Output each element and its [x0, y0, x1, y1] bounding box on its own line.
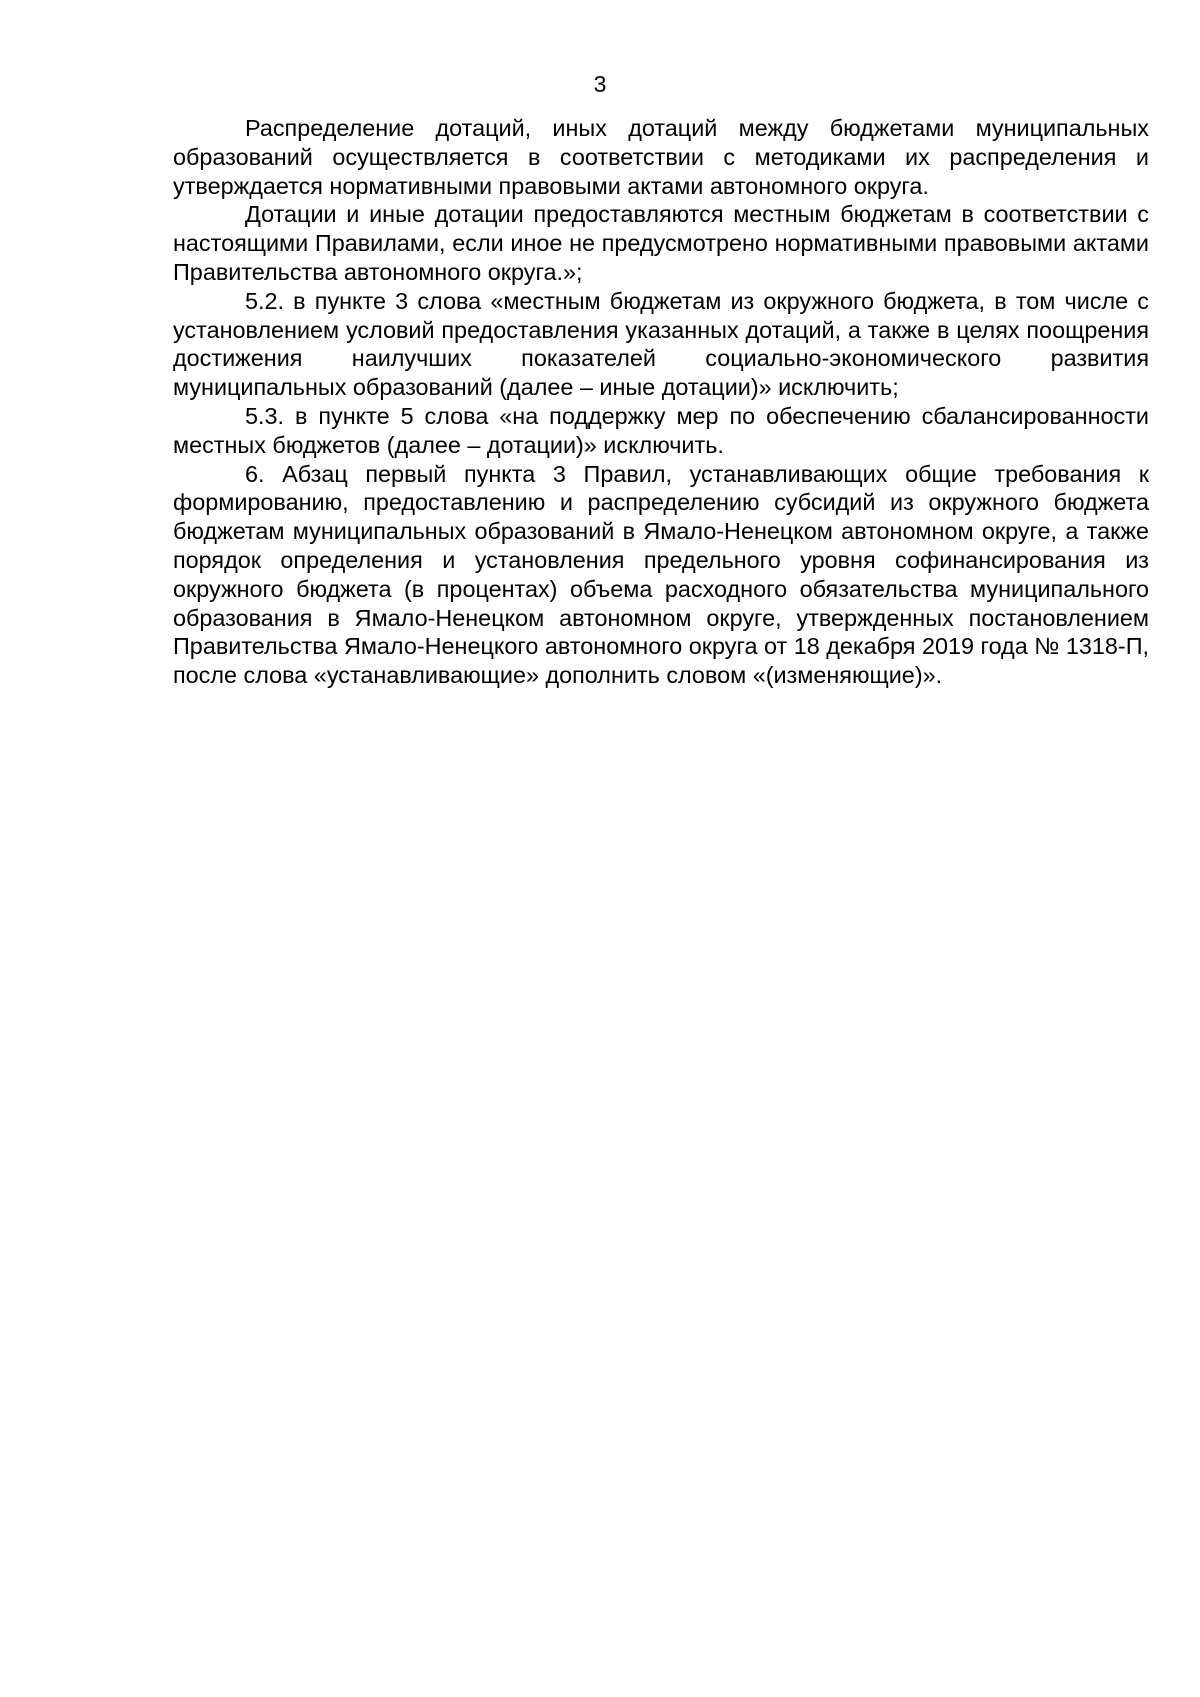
- paragraph-subsidy-provision: Дотации и иные дотации предоставляются местным бюджетам в соответствии с настоящими Правилами, если иное не предусмотрено нормативными правовыми актами Правительства автономного округа.»;: [173, 201, 1149, 285]
- page-number: 3: [593, 71, 607, 97]
- paragraph-subsidy-distribution: Распределение дотаций, иных дотаций между бюджетами муниципальных образований осуществляется в соответствии с методиками их распределения и утверждается нормативными правовыми актами автономного округа.: [173, 115, 1149, 199]
- document-body: [173, 114, 1149, 690]
- paragraph-item-5-3: 5.3. в пункте 5 слова «на поддержку мер по обеспечению сбалансированности местных бюджетов (далее – дотации)» исключить.: [173, 402, 1149, 458]
- paragraph-item-5-2: 5.2. в пункте 3 слова «местным бюджетам из окружного бюджета, в том числе с установлением условий предоставления указанных дотаций, а также в целях поощрения достижения наилучших показателей социально-экономического развития муниципальных образований (далее – иные дотации)» исключить;: [173, 287, 1149, 401]
- paragraph-item-6: 6. Абзац первый пункта 3 Правил, устанавливающих общие требования к формированию, предоставлению и распределению субсидий из окружного бюджета бюджетам муниципальных образований в Ямало-Ненецком автономном округе, а также порядок определения и установления предельного уровня софинансирования из окружного бюджета (в процентах) объема расходного обязательства муниципального образования в Ямало-Ненецком автономном округе, утвержденных постановлением Правительства Ямало-Ненецкого автономного округа от 18 декабря 2019 года № 1318-П, после слова «устанавливающие» дополнить словом «(изменяющие)».: [173, 460, 1149, 689]
